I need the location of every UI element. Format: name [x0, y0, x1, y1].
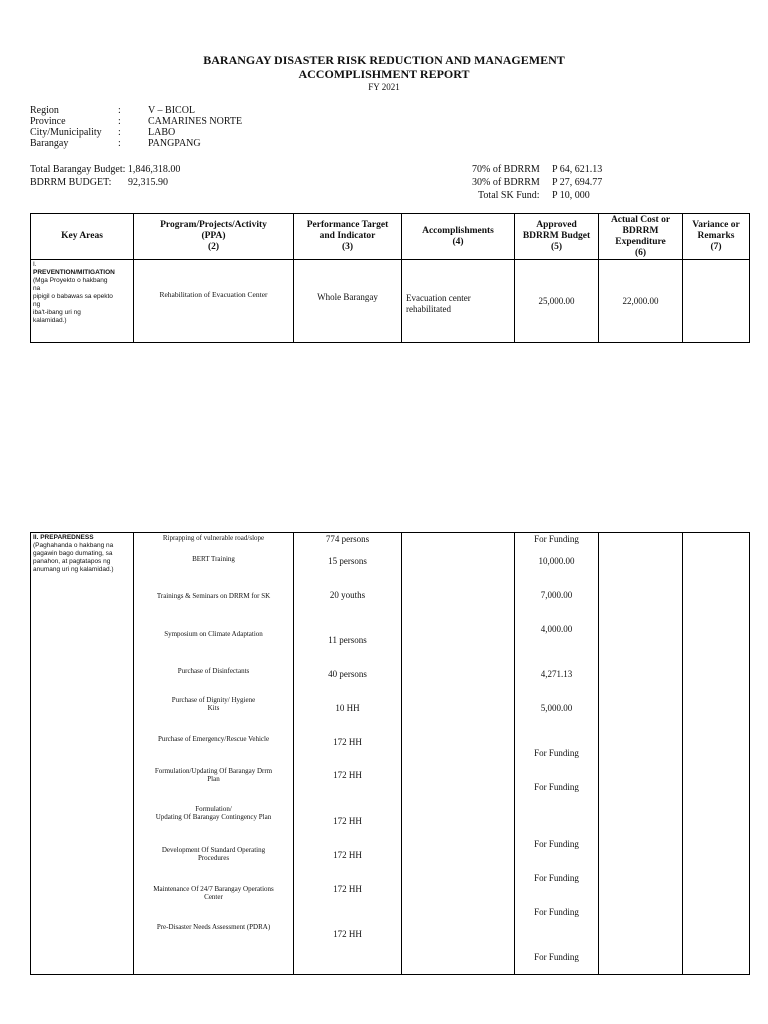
budget-item: 5,000.00: [540, 703, 573, 713]
actual-cell: 22,000.00: [599, 260, 683, 343]
info-colon: :: [118, 105, 121, 116]
key-area-preparedness: II. PREPAREDNESS (Paghahanda o hakbang na gagawin bago dumating, sa panahon, at pagtatapos ng anumang uri ng kalamidad.): [31, 533, 134, 975]
target-item: 10 HH: [335, 703, 360, 713]
target-item: 172 HH: [333, 850, 362, 860]
col-variance: Variance or Remarks (7): [683, 214, 750, 260]
budget-item: 10,000.00: [538, 556, 575, 566]
approved-column: [515, 533, 599, 975]
ppa-column: [134, 533, 294, 975]
info-label: Barangay: [30, 138, 69, 149]
info-value: PANGPANG: [148, 138, 201, 149]
variance-column: [683, 533, 750, 975]
target-item: 40 persons: [328, 669, 367, 679]
budget-item: 7,000.00: [540, 590, 573, 600]
ppa-item: Symposium on Climate Adaptation: [164, 630, 263, 638]
target-item: 15 persons: [328, 556, 367, 566]
table-row-prevention: [31, 260, 750, 343]
ppa-item: Maintenance Of 24/7 Barangay Operations Center: [153, 885, 274, 901]
actual-column: [599, 533, 683, 975]
info-colon: :: [118, 127, 121, 138]
col-approved-budget: Approved BDRRM Budget (5): [515, 214, 599, 260]
ppa-item: Riprapping of vulnerable road/slope: [162, 534, 265, 542]
accomplishment-cell: Evacuation center rehabilitated: [402, 260, 515, 343]
budget-item: For Funding: [534, 952, 579, 962]
target-item: 172 HH: [333, 737, 362, 747]
budget-item: For Funding: [534, 873, 579, 883]
target-cell: Whole Barangay: [294, 260, 402, 343]
budget-item: For Funding: [534, 907, 579, 917]
seventy-percent-label: 70% of BDRRM: [472, 164, 540, 175]
bdrrm-budget-value: 92,315.90: [128, 177, 168, 188]
info-value: LABO: [148, 127, 176, 138]
info-label: Province: [30, 116, 66, 127]
info-colon: :: [118, 116, 121, 127]
target-item: 172 HH: [333, 770, 362, 780]
ppa-item: Formulation/ Updating Of Barangay Contingency Plan: [155, 805, 272, 821]
target-item: 172 HH: [333, 816, 362, 826]
budget-item: For Funding: [534, 534, 579, 544]
info-label: City/Municipality: [30, 127, 102, 138]
col-key-areas: Key Areas: [31, 214, 134, 260]
target-item: 20 youths: [329, 590, 366, 600]
ppa-item: Pre-Disaster Needs Assessment (PDRA): [156, 923, 271, 931]
budget-item: For Funding: [534, 782, 579, 792]
budget-item: For Funding: [534, 839, 579, 849]
preparedness-table: [30, 532, 750, 975]
col-accomplishments: Accomplishments (4): [402, 214, 515, 260]
info-colon: :: [118, 138, 121, 149]
info-value: CAMARINES NORTE: [148, 116, 243, 127]
total-barangay-budget: Total Barangay Budget: 1,846,318.00: [30, 164, 181, 175]
info-value: V – BICOL: [148, 105, 196, 116]
budget-item: 4,271.13: [540, 669, 573, 679]
ppa-item: Purchase of Disinfectants: [177, 667, 250, 675]
ppa-item: BERT Training: [192, 555, 235, 563]
target-column: [294, 533, 402, 975]
report-title-line2: ACCOMPLISHMENT REPORT: [298, 67, 470, 81]
ppa-item: Development Of Standard Operating Procedures: [161, 846, 266, 862]
col-actual-cost: Actual Cost or BDRRM Expenditure (6): [599, 214, 683, 260]
sk-fund-value: P 10, 000: [552, 190, 590, 201]
thirty-percent-value: P 27, 694.77: [552, 177, 603, 188]
thirty-percent-label: 30% of BDRRM: [472, 177, 540, 188]
target-item: 172 HH: [333, 884, 362, 894]
seventy-percent-value: P 64, 621.13: [552, 164, 603, 175]
ppa-item: Trainings & Seminars on DRRM for SK: [156, 592, 271, 600]
key-area-prevention: I. PREVENTION/MITIGATION (Mga Proyekto o hakbang na pipigil o babawas sa epekto ng iba't-ibang uri ng kalamidad.): [31, 260, 134, 343]
target-item: 172 HH: [333, 929, 362, 939]
ppa-item: Formulation/Updating Of Barangay Drrm Plan: [154, 767, 273, 783]
ppa-cell: Rehabilitation of Evacuation Center: [134, 260, 294, 343]
accomplishment-column: [402, 533, 515, 975]
col-performance-target: Performance Target and Indicator (3): [294, 214, 402, 260]
table-header-row: [31, 214, 750, 260]
accomplishment-table: [30, 213, 750, 343]
fiscal-year: FY 2021: [368, 82, 400, 92]
info-label: Region: [30, 105, 59, 116]
budget-item: 4,000.00: [540, 624, 573, 634]
col-ppa: Program/Projects/Activity (PPA) (2): [134, 214, 294, 260]
report-title-line1: BARANGAY DISASTER RISK REDUCTION AND MANAGEMENT: [203, 53, 565, 67]
approved-cell: 25,000.00: [515, 260, 599, 343]
target-item: 11 persons: [328, 635, 367, 645]
bdrrm-budget-label: BDRRM BUDGET:: [30, 177, 112, 188]
ppa-item: Purchase of Dignity/ Hygiene Kits: [171, 696, 256, 712]
table-row-preparedness: [31, 533, 750, 975]
ppa-item: Purchase of Emergency/Rescue Vehicle: [157, 735, 270, 743]
variance-cell: [683, 260, 750, 343]
sk-fund-label: Total SK Fund:: [478, 190, 540, 201]
budget-item: For Funding: [534, 748, 579, 758]
target-item: 774 persons: [325, 534, 370, 544]
